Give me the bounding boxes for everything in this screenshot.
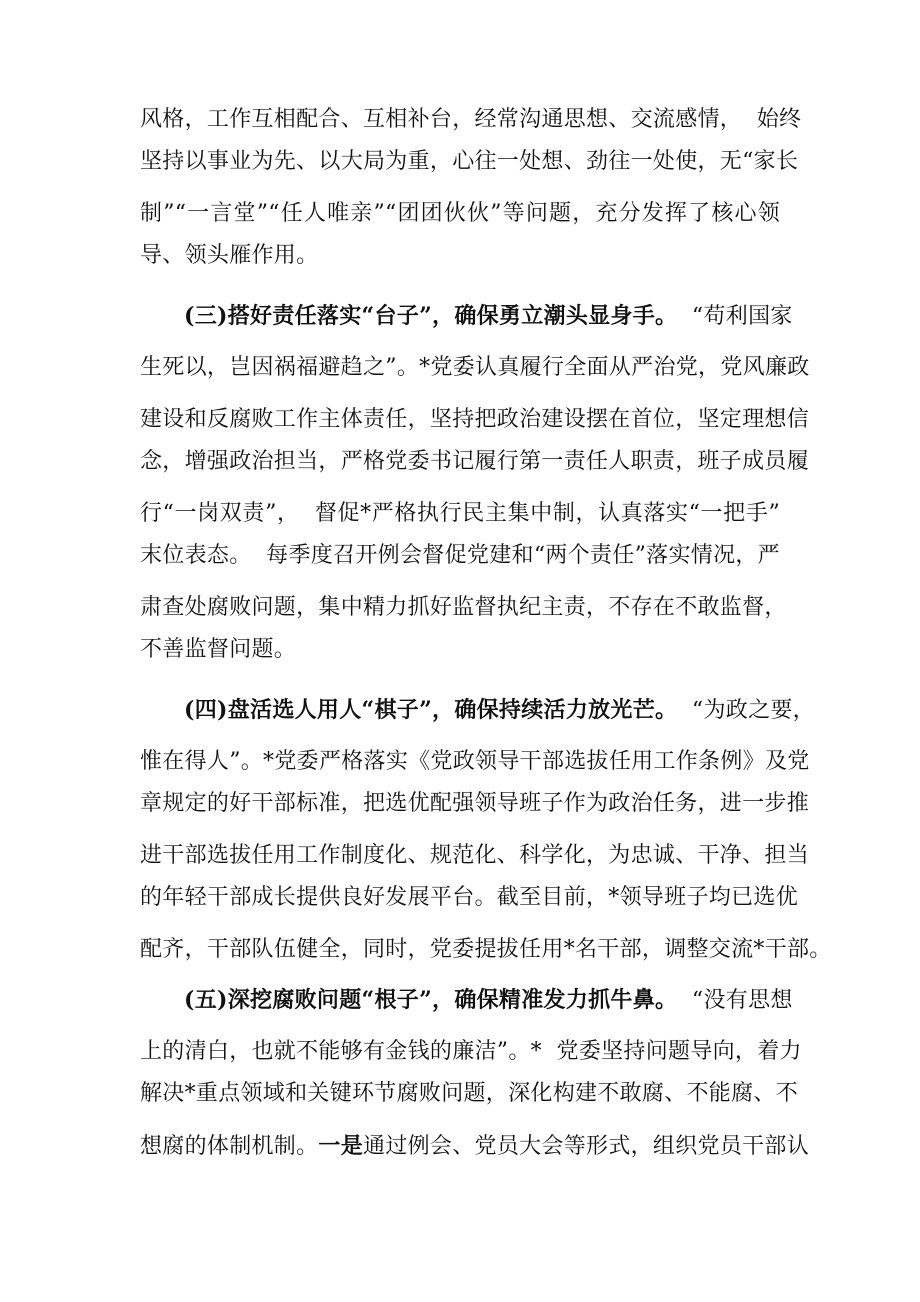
- text-run: 配齐，干部队伍健全，同时，党委提拔任用*名干部，调整交流*干部。: [140, 937, 832, 962]
- text-run: 行“一岗双责”， 督促*严格执行民主集中制，认真落实“一把手”: [140, 501, 780, 526]
- text-run: 坚持以事业为先、以大局为重，心往一处想、劲往一处使，无“家长: [140, 149, 799, 174]
- paragraph-4-line-1: [184, 980, 793, 1020]
- text-run: 章规定的好干部标准，把选优配强领导班子作为政治任务，进一步推: [140, 791, 810, 816]
- paragraph-2-line-7: [140, 588, 787, 628]
- bold-text-run: (三)搭好责任落实“台子”，确保勇立潮头显身手。: [184, 303, 678, 329]
- text-run: 不善监督问题。: [140, 637, 297, 662]
- bold-text-run: (四)盘活选人用人“棋子”，确保持续活力放光芒。: [184, 697, 678, 723]
- bold-text-run: (五)深挖腐败问题“根子”，确保精准发力抓牛鼻。: [184, 987, 678, 1013]
- paragraph-1-line-1: [140, 100, 802, 140]
- text-run: 上的清白，也就不能够有金钱的廉洁”。* 党委坚持问题导向，着力: [140, 1039, 802, 1064]
- paragraph-4-line-3: [140, 1074, 799, 1114]
- paragraph-3-line-4: [140, 836, 810, 876]
- paragraph-3-line-5: [140, 878, 799, 918]
- paragraph-2-line-3: [140, 400, 810, 440]
- paragraph-1-line-3: [140, 194, 780, 234]
- paragraph-4-line-4: [140, 1126, 810, 1166]
- paragraph-2-line-1: [184, 296, 793, 336]
- paragraph-1-line-4: [140, 236, 780, 276]
- paragraph-3-line-2: [140, 742, 810, 782]
- text-run: “为政之要，: [677, 698, 815, 723]
- text-run: “苟利国家: [677, 304, 793, 329]
- text-run: 念，增强政治担当，严格党委书记履行第一责任人职责，班子成员履: [140, 449, 810, 474]
- text-run: 风格，工作互相配合、互相补台，经常沟通思想、交流感情， 始终: [140, 107, 802, 132]
- paragraph-2-line-5: [140, 494, 780, 534]
- text-run: 想腐的体制机制。: [140, 1134, 319, 1159]
- paragraph-2-line-6: [140, 536, 780, 576]
- paragraph-4-line-2: [140, 1032, 802, 1072]
- text-run: 肃查处腐败问题，集中精力抓好监督执纪主责，不存在不敢监督，: [140, 595, 787, 620]
- text-run: 导、领头雁作用。: [140, 243, 319, 268]
- paragraph-2-line-2: [140, 348, 810, 388]
- paragraph-1-line-2: [140, 142, 799, 182]
- text-run: 解决*重点领域和关键环节腐败问题，深化构建不敢腐、不能腐、不: [140, 1081, 799, 1106]
- text-run: “没有思想: [677, 988, 793, 1013]
- text-run: 生死以，岂因祸福避趋之”。*党委认真履行全面从严治党，党风廉政: [140, 355, 810, 380]
- text-run: 建设和反腐败工作主体责任，坚持把政治建设摆在首位，坚定理想信: [140, 407, 810, 432]
- text-run: 制”“一言堂”“任人唯亲”“团团伙伙”等问题，充分发挥了核心领: [140, 201, 780, 226]
- paragraph-3-line-6: [140, 930, 832, 970]
- text-run: 的年轻干部成长提供良好发展平台。截至目前，*领导班子均已选优: [140, 885, 799, 910]
- paragraph-3-line-1: [184, 690, 815, 730]
- paragraph-2-line-4: [140, 442, 810, 482]
- text-run: 末位表态。 每季度召开例会督促党建和“两个责任”落实情况，严: [140, 543, 780, 568]
- paragraph-2-line-8: [140, 630, 780, 670]
- text-run: 进干部选拔任用工作制度化、规范化、科学化，为忠诚、干净、担当: [140, 843, 810, 868]
- text-run: 惟在得人”。*党委严格落实《党政领导干部选拔任用工作条例》及党: [140, 749, 810, 774]
- paragraph-3-line-3: [140, 784, 810, 824]
- text-run: 通过例会、党员大会等形式，组织党员干部认: [363, 1134, 810, 1159]
- bold-text-run: 一是: [318, 1133, 364, 1159]
